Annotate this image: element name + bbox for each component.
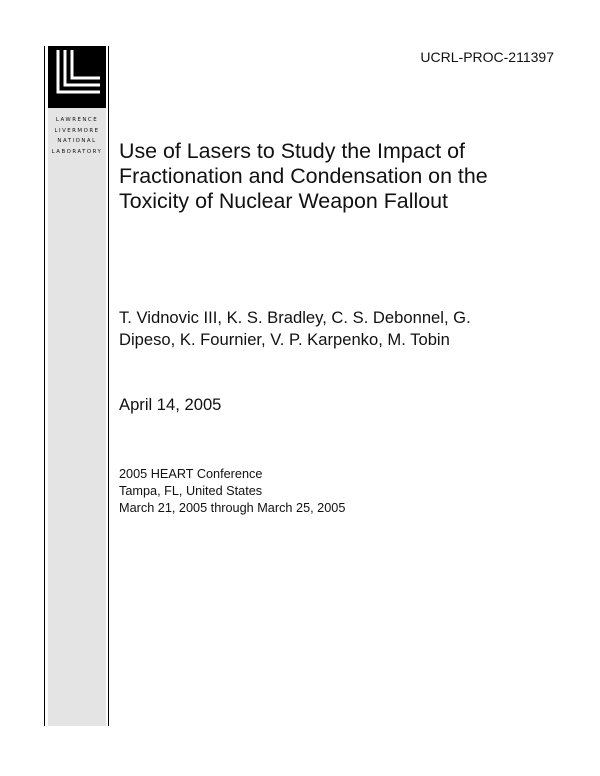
laboratory-name-line: NATIONAL [57, 138, 97, 144]
author-line: T. Vidnovic III, K. S. Bradley, C. S. Debonnel, G. [119, 308, 471, 327]
publication-date: April 14, 2005 [119, 395, 222, 414]
title-line: Use of Lasers to Study the Impact of [119, 139, 465, 163]
author-list [119, 307, 569, 351]
document-title [119, 139, 559, 214]
laboratory-name-line: LIVERMORE [54, 127, 100, 134]
laboratory-name-line: LAWRENCE [55, 117, 99, 123]
title-line: Toxicity of Nuclear Weapon Fallout [119, 189, 448, 213]
conference-dates: March 21, 2005 through March 25, 2005 [119, 501, 346, 515]
conference-location: Tampa, FL, United States [119, 484, 263, 498]
conference-info [119, 466, 345, 517]
report-number: UCRL-PROC-211397 [420, 49, 554, 65]
author-line: Dipeso, K. Fournier, V. P. Karpenko, M. Tobin [119, 330, 450, 349]
title-line: Fractionation and Condensation on the [119, 164, 488, 188]
sidebar-rule-right [108, 46, 109, 726]
conference-name: 2005 HEART Conference [119, 467, 263, 481]
laboratory-name-line: LABORATORY [51, 148, 103, 155]
sidebar-rule-left [44, 46, 45, 726]
laboratory-name [48, 115, 106, 157]
llnl-logo-icon [48, 46, 106, 108]
